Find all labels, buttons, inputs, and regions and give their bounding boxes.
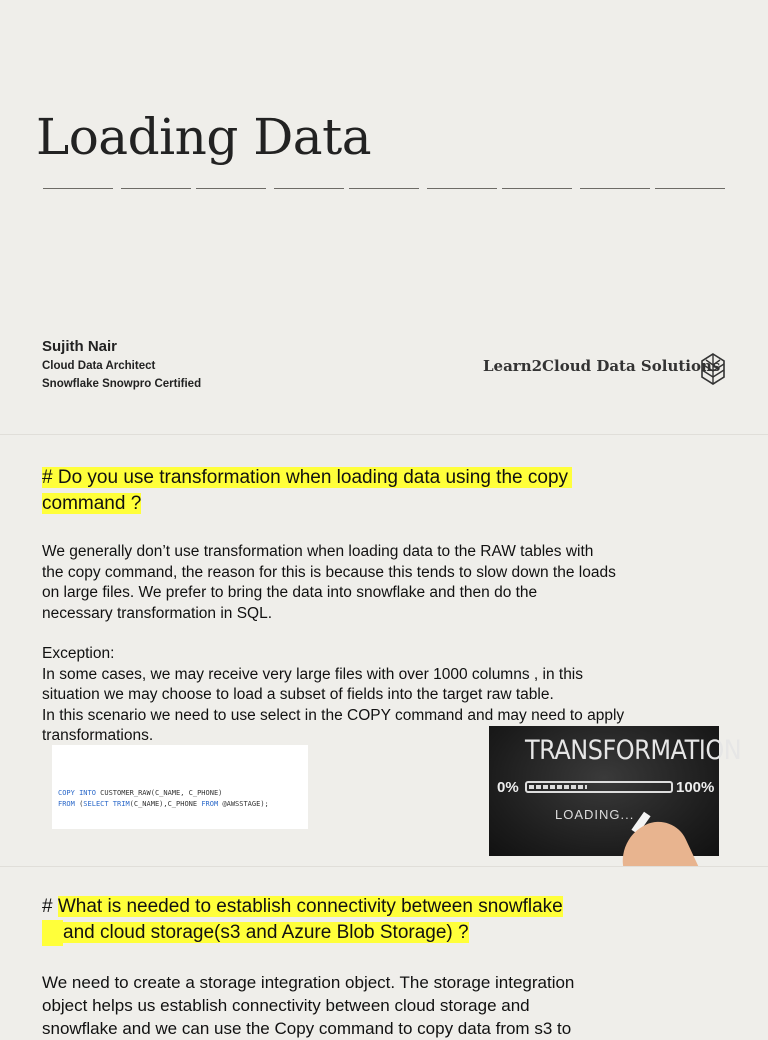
transformation-loading-image xyxy=(489,726,742,856)
text-line: In this scenario we need to use select in the COPY command and may need to apply xyxy=(42,706,625,724)
title-divider xyxy=(43,188,725,189)
text-line: on large files. We prefer to bring the data into snowflake and then do the xyxy=(42,584,538,601)
answer-paragraph xyxy=(42,542,624,747)
author-block xyxy=(42,338,201,396)
sql-code-snippet: COPY INTO CUSTOMER_RAW(C_NAME, C_PHONE) FROM (SELECT TRIM(C_NAME),C_PHONE FROM @AWSSTAGE); xyxy=(52,745,308,829)
image-progress-end: 100% xyxy=(676,779,715,796)
text-line: object helps us establish connectivity between cloud storage and xyxy=(42,996,530,1015)
text-line: snowflake and we can use the Copy command to copy data from s3 to xyxy=(42,1019,572,1038)
text-line: transformations. xyxy=(42,727,154,744)
copy-transformation-slide xyxy=(0,434,768,865)
question-heading: # What is needed to establish connectivity between snowflake and cloud storage(s3 and Azure Blob Storage) ? xyxy=(42,894,563,946)
cover-slide xyxy=(0,0,768,432)
text-line: We need to create a storage integration object. The storage integration xyxy=(42,973,575,992)
author-name: Sujith Nair xyxy=(42,338,118,355)
author-certification: Snowflake Snowpro Certified xyxy=(42,378,202,390)
text-line: necessary transformation in SQL. xyxy=(42,604,273,622)
author-role: Cloud Data Architect xyxy=(42,360,156,372)
answer-paragraph xyxy=(42,971,574,1040)
image-title: TRANSFORMATION xyxy=(525,734,742,766)
exception-label: Exception: xyxy=(42,645,115,662)
leaf-cube-logo-icon xyxy=(700,352,726,386)
image-progress-start: 0% xyxy=(497,779,519,796)
question-heading: # Do you use transformation when loading data using the copy command ? xyxy=(42,465,572,517)
brand-name: Learn2Cloud Data Solutions xyxy=(483,357,721,375)
storage-integration-slide xyxy=(0,866,768,1038)
text-line: We generally don’t use transformation when loading data to the RAW tables with xyxy=(42,543,594,560)
page-title: Loading Data xyxy=(36,108,372,166)
progress-bar xyxy=(525,781,673,793)
text-line: the copy command, the reason for this is because this tends to slow down the loads xyxy=(42,563,616,581)
text-line: In some cases, we may receive very large files with over 1000 columns , in this xyxy=(42,665,584,683)
image-status: LOADING... xyxy=(555,807,635,822)
text-line: situation we may choose to load a subset of fields into the target raw table. xyxy=(42,686,554,703)
